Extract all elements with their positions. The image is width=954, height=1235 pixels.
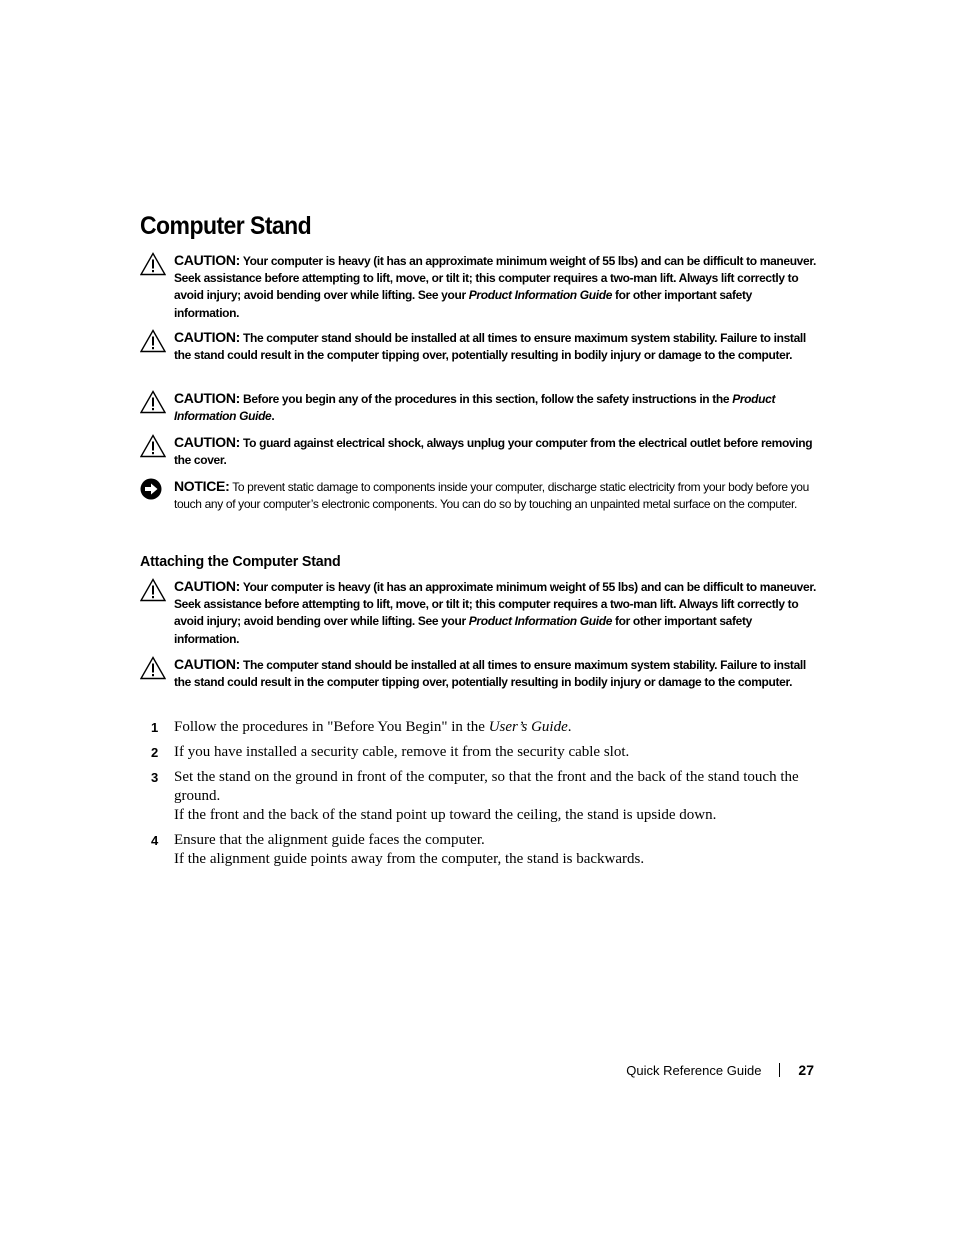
note-text: Your computer is heavy (it has an approximate minimum weight of 55 lbs) and can be difficult to maneuver. Seek assistance before attempting to lift, move, or tilt it; this computer requires a two-man lift. Always lift correctly to avoid injury; avoid bending over while lifting. See your — [174, 580, 816, 629]
step-followup: If the front and the back of the stand point up toward the ceiling, the stand is upside down. — [174, 807, 717, 823]
caution-icon — [140, 252, 166, 276]
note-label: CAUTION: — [174, 434, 241, 450]
caution-icon — [140, 329, 166, 353]
step-number: 3 — [151, 770, 159, 785]
note-emphasis: Product Information Guide — [174, 392, 776, 424]
note-label: NOTICE: — [174, 478, 230, 494]
step-followup: If the alignment guide points away from the computer, the stand is backwards. — [174, 851, 645, 867]
caution-icon — [140, 390, 166, 414]
caution-note — [140, 329, 816, 364]
note-label: CAUTION: — [174, 329, 241, 345]
note-text: Before you begin any of the procedures in this section, follow the safety instructions in the — [240, 392, 733, 406]
section-heading: Attaching the Computer Stand — [140, 553, 341, 570]
note-label: CAUTION: — [174, 252, 241, 268]
caution-note — [140, 578, 816, 648]
note-text-after: for other important safety information. — [174, 614, 752, 646]
note-text: To prevent static damage to components inside your computer, discharge static electricity from your body before you touch any of your computer’s electronic components. You can do so by touching an unpainted metal surface on the computer. — [174, 480, 809, 512]
note-emphasis: Product Information Guide — [468, 288, 613, 303]
step-text: Set the stand on the ground in front of the computer, so that the front and the back of the stand touch the ground. — [174, 769, 799, 804]
notice-note — [140, 478, 816, 513]
note-text-after: for other important safety information. — [174, 288, 752, 320]
caution-icon — [140, 578, 166, 602]
caution-note — [140, 656, 816, 691]
step-item — [140, 743, 820, 762]
step-text: Ensure that the alignment guide faces the computer. — [174, 832, 485, 848]
steps-list — [140, 718, 820, 875]
note-label: CAUTION: — [174, 656, 241, 672]
caution-icon — [140, 656, 166, 680]
caution-icon — [140, 434, 166, 458]
caution-note — [140, 390, 816, 425]
step-text: If you have installed a security cable, remove it from the security cable slot. — [174, 744, 630, 760]
step-item — [140, 831, 820, 869]
step-text: Follow the procedures in "Before You Begin" in the — [174, 719, 489, 735]
step-number: 2 — [151, 745, 159, 760]
step-emphasis: User’s Guide — [488, 719, 568, 735]
caution-note — [140, 434, 816, 469]
note-label: CAUTION: — [174, 578, 241, 594]
step-item — [140, 718, 820, 737]
step-number: 1 — [151, 720, 159, 735]
footer-separator — [779, 1063, 780, 1077]
note-label: CAUTION: — [174, 390, 241, 406]
note-text-after: . — [271, 409, 275, 424]
notice-icon — [140, 478, 166, 502]
footer-guide-name: Quick Reference Guide — [626, 1062, 762, 1078]
step-item — [140, 768, 820, 825]
note-text: The computer stand should be installed at all times to ensure maximum system stability. Failure to install the stand could result in the computer tipping over, potentially resulting in bodily injury or damage to the computer. — [174, 331, 806, 363]
step-number: 4 — [151, 833, 159, 848]
note-text: Your computer is heavy (it has an approximate minimum weight of 55 lbs) and can be difficult to maneuver. Seek assistance before attempting to lift, move, or tilt it; this computer requires a two-man lift. Always lift correctly to avoid injury; avoid bending over while lifting. See your — [174, 254, 816, 303]
page-title: Computer Stand — [140, 212, 312, 240]
note-emphasis: Product Information Guide — [468, 614, 613, 629]
page-footer — [626, 1062, 814, 1078]
note-text: The computer stand should be installed at all times to ensure maximum system stability. Failure to install the stand could result in the computer tipping over, potentially resulting in bodily injury or damage to the computer. — [174, 658, 806, 690]
caution-note — [140, 252, 816, 322]
note-text: To guard against electrical shock, always unplug your computer from the electrical outlet before removing the cover. — [174, 436, 813, 468]
page-number: 27 — [798, 1062, 814, 1078]
step-text-after: . — [567, 719, 572, 735]
